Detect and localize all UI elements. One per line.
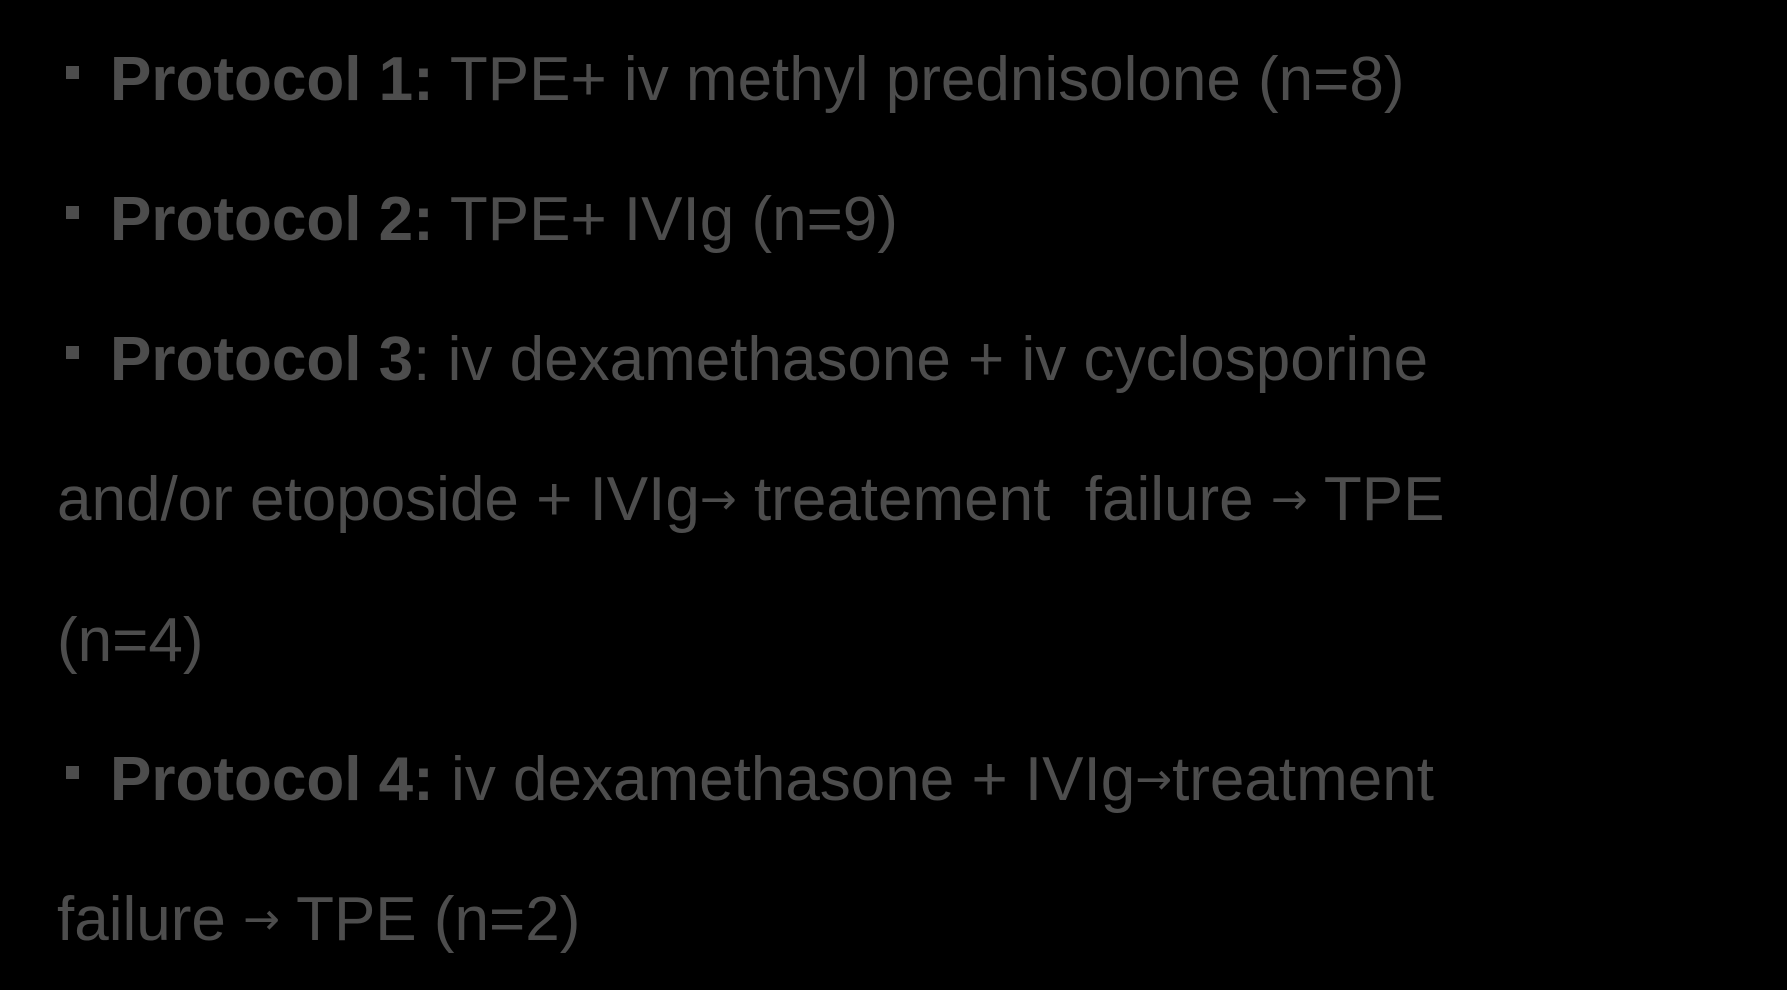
protocol-3-label: Protocol 3 (110, 325, 414, 394)
protocol-4-line-1 (110, 744, 1434, 822)
protocol-3-line-2-b: treatement failure (736, 465, 1271, 534)
protocol-4-line-2-b: TPE (n=2) (279, 885, 581, 954)
right-arrow-icon: → (699, 474, 737, 525)
right-arrow-icon: → (1135, 754, 1173, 805)
protocol-3-line-2-c: TPE (1307, 465, 1445, 534)
protocol-4-line-2 (57, 884, 580, 962)
protocol-2-text: TPE+ IVIg (n=9) (433, 185, 898, 254)
right-arrow-icon: → (243, 894, 280, 945)
protocol-3-count: (n=4) (57, 606, 204, 675)
bullet-icon (66, 66, 79, 79)
protocol-4-label: Protocol 4: (110, 745, 434, 814)
bullet-icon (66, 346, 79, 359)
protocol-3-text: : iv dexamethasone + iv cyclosporine (413, 325, 1429, 394)
protocol-3-line-1 (110, 324, 1428, 396)
protocol-1-text: TPE+ iv methyl prednisolone (n=8) (433, 45, 1405, 114)
protocol-3-line-3 (57, 605, 203, 677)
protocol-4-line-2-a: failure (57, 885, 244, 954)
protocol-2-line (110, 184, 898, 256)
bullet-icon (66, 206, 79, 219)
right-arrow-icon: → (1270, 474, 1308, 525)
protocol-3-line-2 (57, 464, 1444, 542)
protocol-3-line-2-a: and/or etoposide + IVIg (57, 465, 700, 534)
protocol-1-label: Protocol 1: (110, 45, 434, 114)
protocol-2-label: Protocol 2: (110, 185, 434, 254)
protocol-4-text-a: iv dexamethasone + IVIg (433, 745, 1136, 814)
protocol-4-text-b: treatment (1172, 745, 1434, 814)
protocol-1-line (110, 44, 1405, 116)
bullet-icon (66, 766, 79, 779)
